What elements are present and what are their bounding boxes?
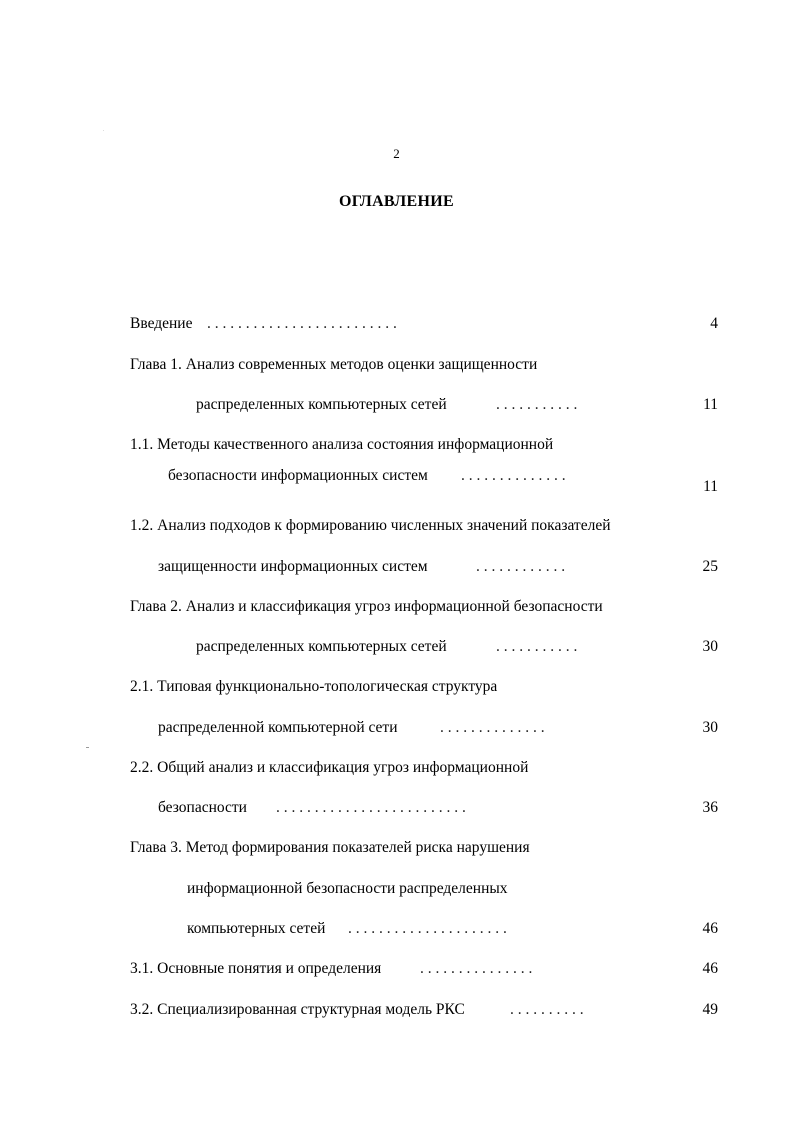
toc-page-number: 46 bbox=[702, 960, 718, 977]
toc-entry-chapter-2-cont bbox=[0, 636, 793, 658]
toc-entry-text: Глава 1. Анализ современных методов оценки защищенности bbox=[130, 356, 538, 373]
dot-leader: . . . . . . . . . . . . . . bbox=[461, 467, 566, 484]
dot-leader: . . . . . . . . . . . . . . . bbox=[420, 960, 533, 977]
dot-leader: . . . . . . . . . . . . . . . . . . . . . . . . . bbox=[207, 315, 397, 332]
toc-entry-chapter-1 bbox=[0, 354, 793, 376]
toc-entry-chapter-2 bbox=[0, 596, 793, 618]
toc-page-number: 4 bbox=[710, 315, 718, 332]
toc-entry-text: компьютерных сетей bbox=[187, 920, 326, 937]
toc-page-number: 30 bbox=[702, 719, 718, 736]
toc-page-number: 11 bbox=[703, 396, 718, 413]
toc-entry-text: 1.1. Методы качественного анализа состояния информационной bbox=[130, 436, 554, 453]
toc-entry-section-2-1-cont bbox=[0, 717, 793, 739]
toc-entry-chapter-3-cont bbox=[0, 878, 793, 900]
toc-entry-text: 1.2. Анализ подходов к формированию численных значений показателей bbox=[130, 517, 611, 534]
toc-entry-section-1-1-page bbox=[0, 476, 793, 498]
toc-page-number: 11 bbox=[703, 478, 718, 495]
toc-entry-text: распределенной компьютерной сети bbox=[158, 719, 398, 736]
toc-entry-text: защищенности информационных систем bbox=[158, 558, 428, 575]
toc-entry-text: 2.1. Типовая функционально-топологическая структура bbox=[130, 678, 498, 695]
toc-entry-text: Глава 3. Метод формирования показателей риска нарушения bbox=[130, 839, 530, 856]
toc-entry-section-2-1 bbox=[0, 676, 793, 698]
dot-leader: . . . . . . . . . . . . . . . . . . . . . bbox=[348, 920, 507, 937]
toc-entry-section-2-2 bbox=[0, 757, 793, 779]
toc-entry-text: безопасности bbox=[158, 799, 247, 816]
dot-leader: . . . . . . . . . . . bbox=[496, 396, 578, 413]
toc-entry-section-1-2 bbox=[0, 515, 793, 537]
toc-entry-introduction bbox=[0, 313, 793, 335]
toc-page-number: 36 bbox=[702, 799, 718, 816]
toc-page-number: 46 bbox=[702, 920, 718, 937]
toc-entry-chapter-1-cont bbox=[0, 394, 793, 416]
toc-entry-text: 3.1. Основные понятия и определения bbox=[130, 960, 382, 977]
dot-leader: . . . . . . . . . . . . . . . . . . . . . . . . . bbox=[276, 799, 466, 816]
toc-entry-text: 2.2. Общий анализ и классификация угроз информационной bbox=[130, 759, 529, 776]
toc-entry-chapter-3-cont-2 bbox=[0, 918, 793, 940]
dot-leader: . . . . . . . . . . . . bbox=[476, 558, 566, 575]
dot-leader: . . . . . . . . . . . . . . bbox=[440, 719, 545, 736]
toc-entry-section-2-2-cont bbox=[0, 797, 793, 819]
toc-entry-section-3-1 bbox=[0, 958, 793, 980]
toc-title: ОГЛАВЛЕНИЕ bbox=[339, 193, 454, 210]
page-number: 2 bbox=[393, 146, 400, 161]
dot-leader: . . . . . . . . . . bbox=[510, 1001, 584, 1018]
toc-page-number: 30 bbox=[702, 638, 718, 655]
toc-page-number: 25 bbox=[702, 558, 718, 575]
scan-speck bbox=[86, 747, 89, 748]
toc-entry-section-1-1 bbox=[0, 434, 793, 456]
toc-entry-section-1-2-cont bbox=[0, 556, 793, 578]
toc-entry-section-3-2 bbox=[0, 999, 793, 1021]
toc-entry-text: информационной безопасности распределенных bbox=[187, 880, 508, 897]
toc-entry-text: Глава 2. Анализ и классификация угроз информационной безопасности bbox=[130, 598, 603, 615]
toc-entry-text: распределенных компьютерных сетей bbox=[196, 396, 447, 413]
toc-entry-chapter-3 bbox=[0, 837, 793, 859]
toc-entry-text: безопасности информационных систем bbox=[168, 467, 428, 484]
toc-page-number: 49 bbox=[702, 1001, 718, 1018]
toc-entry-text: 3.2. Специализированная структурная модель РКС bbox=[130, 1001, 465, 1018]
toc-entry-text: распределенных компьютерных сетей bbox=[196, 638, 447, 655]
dot-leader: . . . . . . . . . . . bbox=[496, 638, 578, 655]
scan-speck bbox=[103, 130, 104, 131]
toc-entry-text: Введение bbox=[130, 315, 193, 332]
